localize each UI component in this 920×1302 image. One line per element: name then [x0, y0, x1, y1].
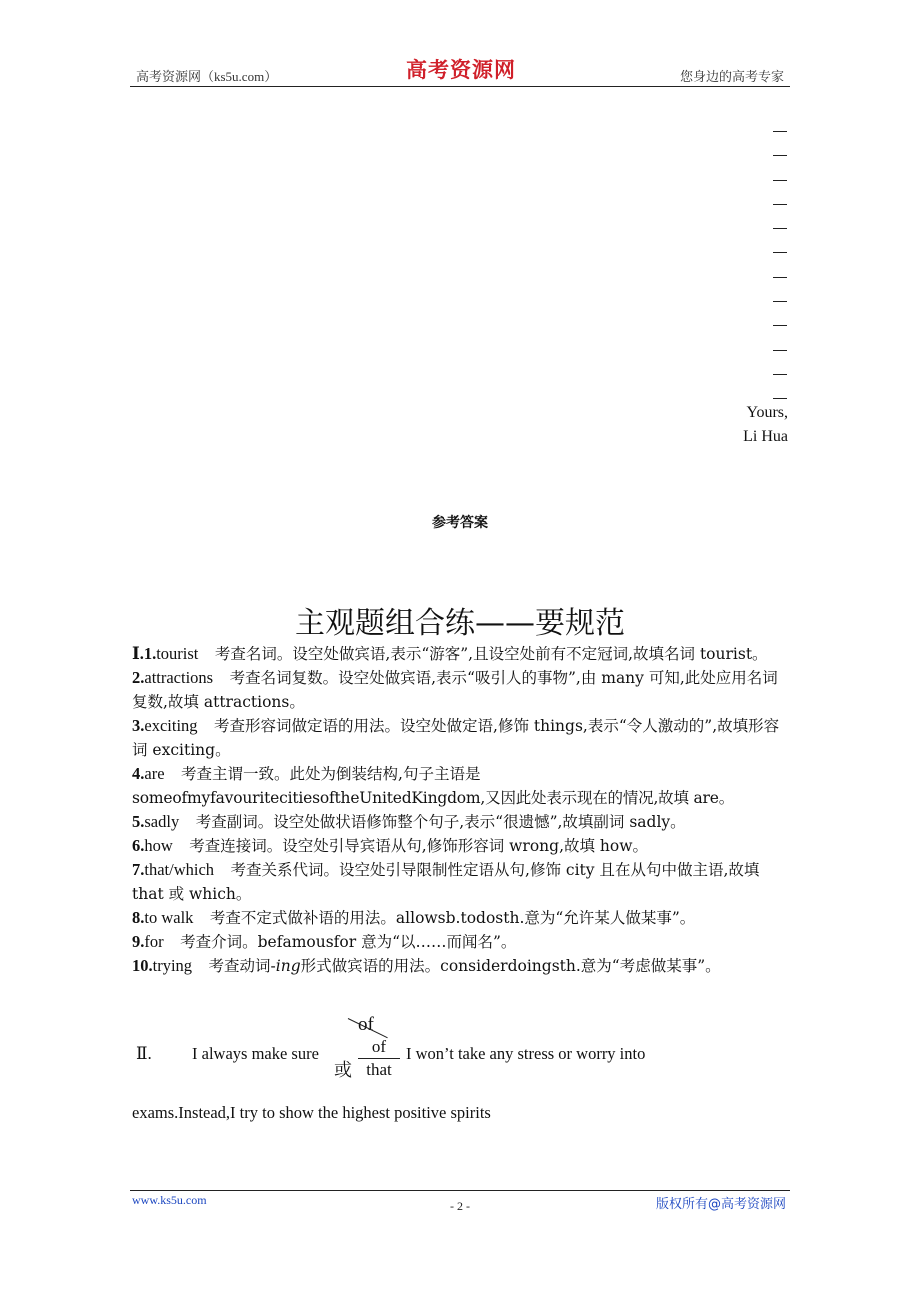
- header-slogan: 您身边的高考专家: [679, 69, 784, 84]
- blank-line: [773, 150, 787, 174]
- footer-url[interactable]: www.ks5u.com: [132, 1193, 207, 1207]
- blank-line: [773, 175, 787, 199]
- correction-mark: [334, 1014, 400, 1090]
- answer-list: [132, 642, 792, 978]
- answer-number: 6.: [132, 836, 145, 855]
- fraction-bottom: that: [366, 1060, 392, 1079]
- answer-number: 2.: [132, 668, 145, 687]
- answer-item: [132, 858, 792, 906]
- answer-explanation: 考查不定式做补语的用法。allowsb.todosth.意为“允许某人做某事”。: [209, 909, 696, 927]
- answer-word: that/which: [144, 860, 215, 879]
- blank-line: [773, 272, 787, 296]
- answer-number: 10.: [132, 956, 153, 975]
- answer-number: 7.: [132, 860, 145, 879]
- section-ii-text-before: I always make sure: [192, 1044, 319, 1063]
- answer-item: [132, 834, 792, 858]
- answer-word: sadly: [144, 812, 180, 831]
- explanation-part: 形式做宾语的用法。consider: [300, 957, 508, 975]
- answer-word: exciting: [144, 716, 198, 735]
- explanation-part: 考查动词-: [208, 957, 276, 975]
- reference-answers-title: 参考答案: [432, 515, 488, 531]
- answer-number: 5.: [132, 812, 145, 831]
- blank-line: [773, 223, 787, 247]
- answer-word: for: [144, 932, 164, 951]
- footer-rule: [130, 1190, 790, 1191]
- answer-item: [132, 762, 792, 810]
- blank-line: [773, 345, 787, 369]
- answer-number: 9.: [132, 932, 145, 951]
- answer-number: 8.: [132, 908, 145, 927]
- answer-word: tourist: [156, 644, 199, 663]
- page-number: - 2 -: [450, 1199, 470, 1213]
- answer-item: [132, 906, 792, 930]
- answer-explanation: 考查主谓一致。此处为倒装结构,句子主语是: [181, 765, 481, 783]
- answer-explanation: 考查连接词。设空处引导宾语从句,修饰形容词 wrong,故填 how。: [189, 837, 649, 855]
- answer-item: [132, 666, 792, 714]
- blank-line: [773, 126, 787, 150]
- crossed-word: of: [358, 1014, 374, 1035]
- section-title: 主观题组合练——要规范: [295, 606, 625, 641]
- header-rule: [130, 86, 790, 87]
- correction-or: 或: [334, 1060, 352, 1081]
- footer-copyright: 版权所有@高考资源网: [655, 1197, 786, 1212]
- answer-word: trying: [152, 956, 193, 975]
- answer-item: [132, 954, 792, 978]
- answer-explanation-continued: someofmyfavouritecitiesoftheUnitedKingdom,又因此处表示现在的情况,故填 are。: [132, 789, 735, 807]
- section-ii-text-after: I won’t take any stress or worry into: [406, 1044, 646, 1063]
- blank-line: [773, 296, 787, 320]
- explanation-italic: ing: [275, 957, 301, 975]
- blank-line: [773, 369, 787, 393]
- header-site-name: 高考资源网（ks5u.com）: [136, 69, 278, 84]
- answer-item: [132, 642, 792, 666]
- explanation-part: doingsth.意为“考虑做某事”。: [507, 957, 721, 975]
- fraction-top: of: [371, 1037, 387, 1056]
- answer-number: 4.: [132, 764, 145, 783]
- blank-line: [773, 320, 787, 344]
- letter-closing: Yours,: [746, 404, 788, 421]
- answer-item: [132, 810, 792, 834]
- writing-blank-lines: [773, 126, 787, 418]
- blank-line: [773, 199, 787, 223]
- answer-word: how: [144, 836, 173, 855]
- answer-number: Ⅰ.1.: [132, 644, 157, 663]
- letter-signature: Li Hua: [743, 428, 788, 445]
- blank-line: [773, 247, 787, 271]
- answer-item: [132, 930, 792, 954]
- answer-explanation: 考查名词复数。设空处做宾语,表示“吸引人的事物”,由 many 可知,此处应用名词复数,故填 attractions。: [132, 669, 778, 711]
- header-logo: 高考资源网: [406, 57, 516, 82]
- answer-explanation: 考查副词。设空处做状语修饰整个句子,表示“很遗憾”,故填副词 sadly。: [195, 813, 686, 831]
- answer-explanation: 考查形容词做定语的用法。设空处做定语,修饰 things,表示“令人激动的”,故填形容词 exciting。: [132, 717, 780, 759]
- answer-explanation: 考查介词。befamousfor 意为“以……而闻名”。: [180, 933, 517, 951]
- answer-explanation: [209, 957, 721, 975]
- answer-number: 3.: [132, 716, 145, 735]
- answer-explanation: 考查关系代词。设空处引导限制性定语从句,修饰 city 且在从句中做主语,故填 that 或 which。: [132, 861, 760, 903]
- answer-item: [132, 714, 792, 762]
- answer-word: are: [144, 764, 165, 783]
- answer-word: to walk: [144, 908, 194, 927]
- section-ii-label: Ⅱ.: [136, 1044, 152, 1063]
- correction-fraction: [358, 1036, 400, 1081]
- answer-word: attractions: [144, 668, 214, 687]
- answer-explanation: 考查名词。设空处做宾语,表示“游客”,且设空处前有不定冠词,故填名词 tourist。: [214, 645, 768, 663]
- section-ii-text-line2: exams.Instead,I try to show the highest positive spirits: [132, 1103, 491, 1122]
